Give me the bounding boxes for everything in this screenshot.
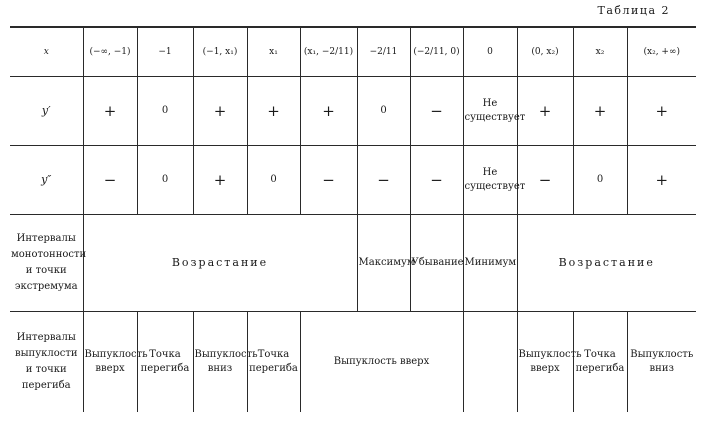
table-caption: Таблица 2 xyxy=(597,4,670,17)
ysecond-cell: − xyxy=(517,146,573,215)
ysecond-cell: − xyxy=(357,146,410,215)
yprime-cell: + xyxy=(247,77,300,146)
ysecond-cell: − xyxy=(300,146,357,215)
monotonic-cell: Убывание xyxy=(410,215,463,312)
data-table xyxy=(10,26,696,412)
monotonic-label: Интервалы монотонности и точки экстремума xyxy=(10,215,83,312)
ysecond-cell: − xyxy=(410,146,463,215)
yprime-cell: + xyxy=(627,77,696,146)
header-cell: (x₂, +∞) xyxy=(627,27,696,77)
convexity-label: Интервалы выпуклости и точки перегиба xyxy=(10,312,83,413)
convexity-cell: Выпуклость вверх xyxy=(517,312,573,413)
header-cell: 0 xyxy=(463,27,517,77)
header-cell: (−1, x₁) xyxy=(193,27,247,77)
convexity-cell: Выпуклость вверх xyxy=(300,312,463,413)
header-cell: x₁ xyxy=(247,27,300,77)
monotonic-row xyxy=(10,215,696,312)
monotonic-cell: Минимум xyxy=(463,215,517,312)
header-cell: −1 xyxy=(137,27,193,77)
ysecond-cell: − xyxy=(83,146,137,215)
convexity-cell: Выпуклость вверх xyxy=(83,312,137,413)
convexity-cell: Точка перегиба xyxy=(573,312,627,413)
header-cell: (0, x₂) xyxy=(517,27,573,77)
yprime-cell: − xyxy=(410,77,463,146)
convexity-cell: Точка перегиба xyxy=(137,312,193,413)
table-container xyxy=(10,26,696,412)
yprime-label: y′ xyxy=(10,77,83,146)
convexity-row xyxy=(10,312,696,413)
convexity-cell xyxy=(463,312,517,413)
yprime-cell: + xyxy=(83,77,137,146)
ysecond-label: y″ xyxy=(10,146,83,215)
yprime-cell: Не существует xyxy=(463,77,517,146)
header-cell: −2/11 xyxy=(357,27,410,77)
convexity-cell: Выпуклость вниз xyxy=(193,312,247,413)
ysecond-cell: + xyxy=(193,146,247,215)
yprime-cell: + xyxy=(193,77,247,146)
header-cell: (−2/11, 0) xyxy=(410,27,463,77)
header-row xyxy=(10,27,696,77)
yprime-cell: 0 xyxy=(357,77,410,146)
yprime-cell: 0 xyxy=(137,77,193,146)
yprime-cell: + xyxy=(573,77,627,146)
yprime-cell: + xyxy=(517,77,573,146)
header-cell: (−∞, −1) xyxy=(83,27,137,77)
header-label: x xyxy=(10,27,83,77)
header-cell: (x₁, −2/11) xyxy=(300,27,357,77)
convexity-cell: Выпуклость вниз xyxy=(627,312,696,413)
monotonic-cell: Возрастание xyxy=(83,215,357,312)
yprime-cell: + xyxy=(300,77,357,146)
ysecond-cell: Не существует xyxy=(463,146,517,215)
ysecond-cell: 0 xyxy=(247,146,300,215)
monotonic-cell: Максимум xyxy=(357,215,410,312)
ysecond-cell: 0 xyxy=(137,146,193,215)
monotonic-cell: Возрастание xyxy=(517,215,696,312)
convexity-cell: Точка перегиба xyxy=(247,312,300,413)
ysecond-row xyxy=(10,146,696,215)
yprime-row xyxy=(10,77,696,146)
ysecond-cell: + xyxy=(627,146,696,215)
ysecond-cell: 0 xyxy=(573,146,627,215)
header-cell: x₂ xyxy=(573,27,627,77)
